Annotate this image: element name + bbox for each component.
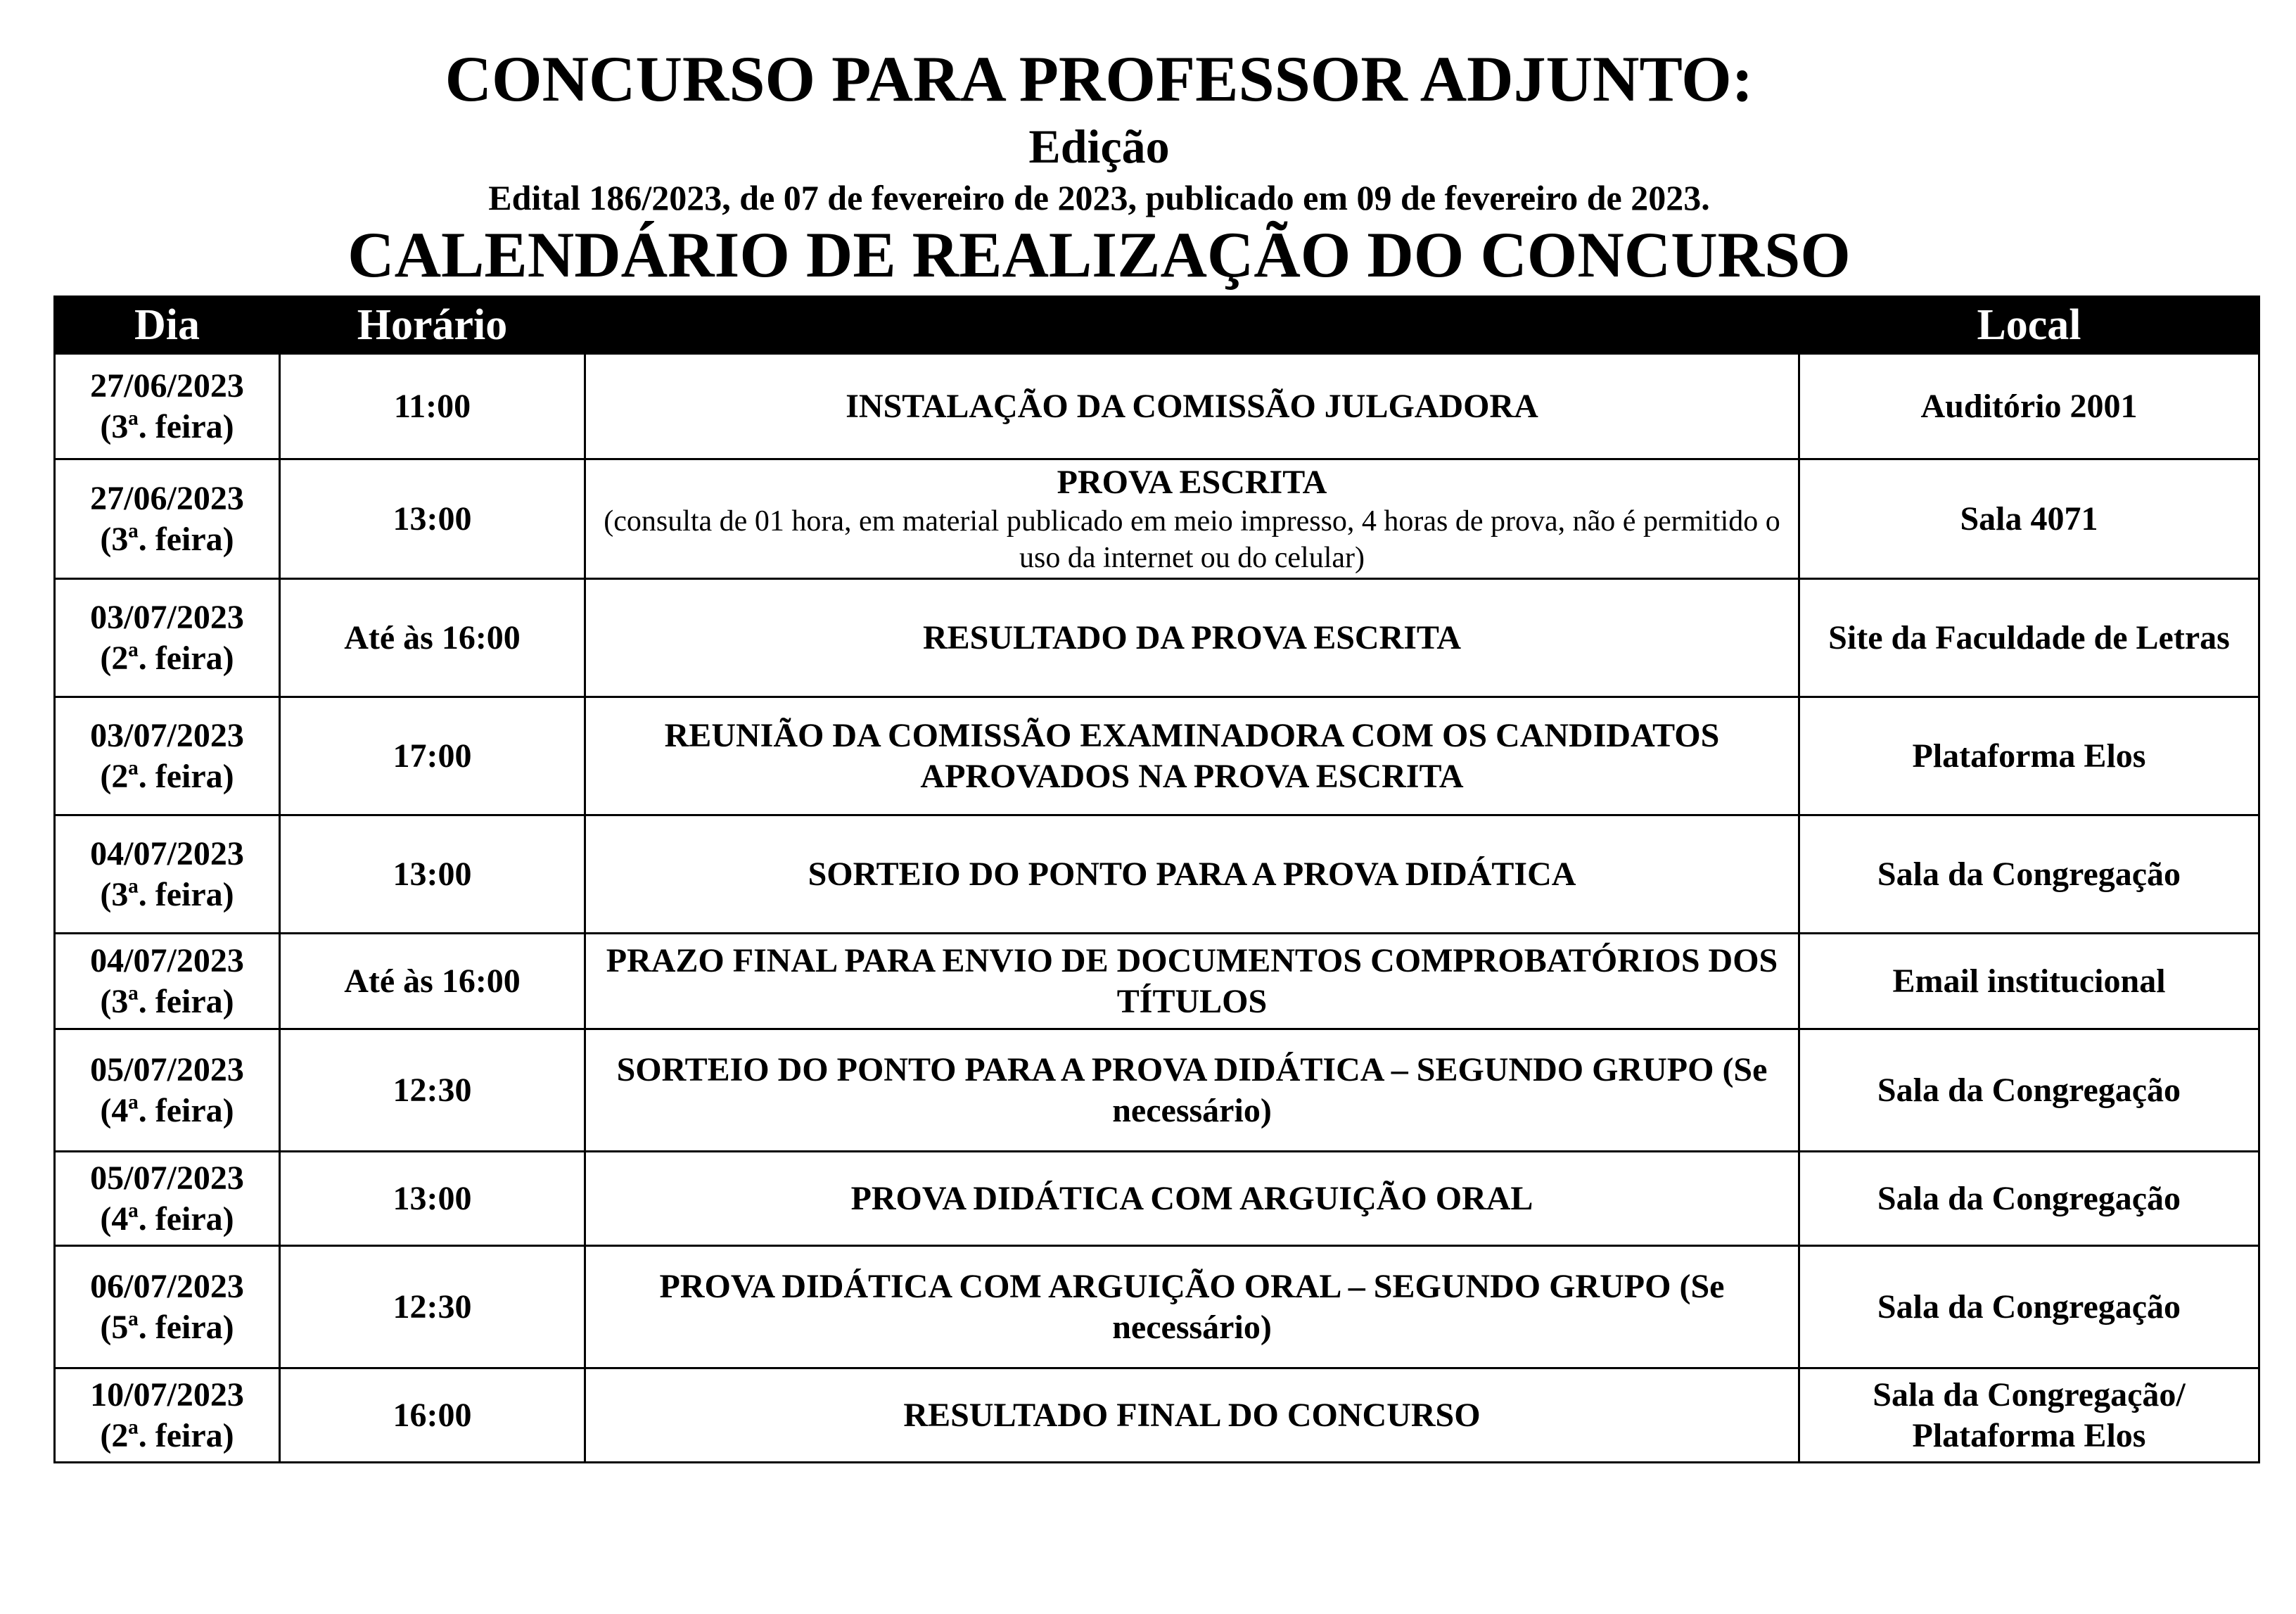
event-cell: REUNIÃO DA COMISSÃO EXAMINADORA COM OS CANDIDATOS APROVADOS NA PROVA ESCRITA	[585, 697, 1799, 815]
column-header-time: Horário	[280, 297, 585, 354]
day-date: 05/07/2023	[90, 1050, 244, 1088]
time-cell: 17:00	[280, 697, 585, 815]
day-cell	[55, 1246, 280, 1368]
table-row	[55, 1368, 2259, 1463]
local-cell: Sala da Congregação	[1799, 1246, 2259, 1368]
column-header-event	[585, 297, 1799, 354]
day-date: 10/07/2023	[90, 1375, 244, 1413]
local-cell: Site da Faculdade de Letras	[1799, 579, 2259, 697]
day-date: 06/07/2023	[90, 1267, 244, 1305]
event-note: (consulta de 01 hora, em material publicado em meio impresso, 4 horas de prova, não é permitido o uso da internet ou do celular)	[604, 504, 1780, 574]
day-date: 05/07/2023	[90, 1159, 244, 1197]
time-cell: Até às 16:00	[280, 579, 585, 697]
table-row	[55, 579, 2259, 697]
day-weekday: (4ª. feira)	[100, 1200, 234, 1238]
local-cell: Sala 4071	[1799, 459, 2259, 579]
day-cell	[55, 815, 280, 934]
day-weekday: (5ª. feira)	[100, 1308, 234, 1346]
table-row	[55, 459, 2259, 579]
table-row	[55, 1246, 2259, 1368]
day-date: 03/07/2023	[90, 598, 244, 636]
column-header-day: Dia	[55, 297, 280, 354]
day-date: 03/07/2023	[90, 716, 244, 754]
day-weekday: (2ª. feira)	[100, 1416, 234, 1454]
event-cell: SORTEIO DO PONTO PARA A PROVA DIDÁTICA – SEGUNDO GRUPO (Se necessário)	[585, 1029, 1799, 1152]
event-cell: PROVA DIDÁTICA COM ARGUIÇÃO ORAL	[585, 1152, 1799, 1246]
event-title: PROVA ESCRITA	[1057, 463, 1327, 501]
table-row	[55, 697, 2259, 815]
time-cell: 13:00	[280, 1152, 585, 1246]
day-cell	[55, 697, 280, 815]
day-cell	[55, 579, 280, 697]
edition-label: Edição	[1028, 120, 1170, 173]
day-weekday: (3ª. feira)	[100, 982, 234, 1020]
day-weekday: (3ª. feira)	[100, 407, 234, 445]
local-cell: Email institucional	[1799, 934, 2259, 1029]
day-weekday: (2ª. feira)	[100, 757, 234, 795]
local-cell: Auditório 2001	[1799, 354, 2259, 459]
time-cell: 13:00	[280, 459, 585, 579]
event-cell: PRAZO FINAL PARA ENVIO DE DOCUMENTOS COMPROBATÓRIOS DOS TÍTULOS	[585, 934, 1799, 1029]
day-cell	[55, 1152, 280, 1246]
table-row	[55, 1152, 2259, 1246]
time-cell: 12:30	[280, 1029, 585, 1152]
local-cell: Sala da Congregação	[1799, 1029, 2259, 1152]
table-row	[55, 1029, 2259, 1152]
day-weekday: (2ª. feira)	[100, 639, 234, 677]
day-cell	[55, 354, 280, 459]
day-cell	[55, 1368, 280, 1463]
event-cell: PROVA DIDÁTICA COM ARGUIÇÃO ORAL – SEGUNDO GRUPO (Se necessário)	[585, 1246, 1799, 1368]
event-cell: INSTALAÇÃO DA COMISSÃO JULGADORA	[585, 354, 1799, 459]
time-cell: 16:00	[280, 1368, 585, 1463]
time-cell: 13:00	[280, 815, 585, 934]
day-date: 04/07/2023	[90, 941, 244, 979]
event-cell: SORTEIO DO PONTO PARA A PROVA DIDÁTICA	[585, 815, 1799, 934]
column-header-local: Local	[1799, 297, 2259, 354]
time-cell: 12:30	[280, 1246, 585, 1368]
day-date: 27/06/2023	[90, 479, 244, 517]
edital-info: Edital 186/2023, de 07 de fevereiro de 2023, publicado em 09 de fevereiro de 2023.	[488, 178, 1710, 217]
time-cell: 11:00	[280, 354, 585, 459]
time-cell: Até às 16:00	[280, 934, 585, 1029]
table-header-row	[55, 297, 2259, 354]
local-cell: Sala da Congregação/ Plataforma Elos	[1799, 1368, 2259, 1463]
local-cell: Plataforma Elos	[1799, 697, 2259, 815]
event-cell	[585, 459, 1799, 579]
day-weekday: (3ª. feira)	[100, 875, 234, 913]
day-weekday: (3ª. feira)	[100, 520, 234, 558]
document-title: CONCURSO PARA PROFESSOR ADJUNTO:	[445, 43, 1754, 115]
day-date: 04/07/2023	[90, 834, 244, 872]
day-cell	[55, 459, 280, 579]
schedule-table	[53, 296, 2260, 1463]
day-cell	[55, 934, 280, 1029]
table-row	[55, 934, 2259, 1029]
day-cell	[55, 1029, 280, 1152]
local-cell: Sala da Congregação	[1799, 1152, 2259, 1246]
table-row	[55, 815, 2259, 934]
table-row	[55, 354, 2259, 459]
calendar-title: CALENDÁRIO DE REALIZAÇÃO DO CONCURSO	[347, 219, 1851, 291]
event-cell: RESULTADO DA PROVA ESCRITA	[585, 579, 1799, 697]
day-date: 27/06/2023	[90, 367, 244, 405]
day-weekday: (4ª. feira)	[100, 1091, 234, 1129]
local-cell: Sala da Congregação	[1799, 815, 2259, 934]
event-cell: RESULTADO FINAL DO CONCURSO	[585, 1368, 1799, 1463]
